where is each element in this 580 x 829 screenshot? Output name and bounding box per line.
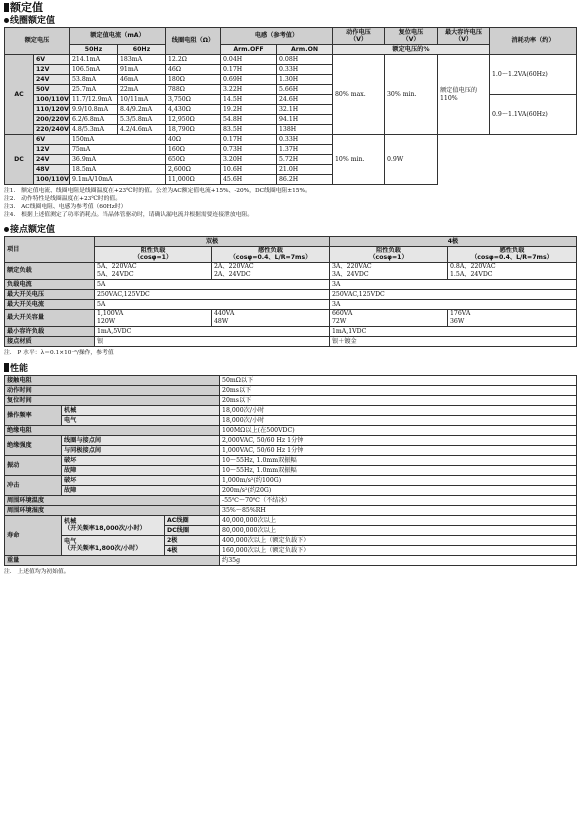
power-ac-high: 0.9～1.1VA(60Hz) — [490, 95, 577, 135]
contact-resistance-value: 50mΩ以下 — [220, 375, 577, 385]
rated-load-4p-resistive: 3A、220VAC 3A、24VDC — [330, 262, 448, 279]
power-ac-low: 1.0～1.2VA(60Hz) — [490, 55, 577, 95]
item-header: 项目 — [5, 237, 95, 263]
inductance-on: 1.37H — [277, 145, 333, 155]
shock-a-value: 1,000m/s²(约100G) — [220, 475, 577, 485]
max-voltage-text: 额定值电压的110% — [440, 87, 478, 102]
shock-b-label: 故障 — [62, 485, 220, 495]
ac-rows — [5, 55, 577, 135]
life-dc-value: 80,000,000次以上 — [220, 525, 577, 535]
max-switch-capacity-row — [5, 309, 577, 326]
note-2: 注2. 动作特性是线圈温度在+23℃时的值。 — [4, 196, 121, 202]
coil-resistance: 650Ω — [166, 155, 221, 165]
current-60hz: 183mA — [118, 55, 166, 65]
rated-load-2p-resistive: 5A、220VAC 5A、24VDC — [95, 262, 212, 279]
ac-coil-row — [5, 95, 577, 105]
current-50hz: 4.8/5.3mA — [70, 125, 118, 135]
inductance-on: 138H — [277, 125, 333, 135]
spec-page — [4, 0, 576, 576]
shock-a-label: 破坏 — [62, 475, 220, 485]
current-60hz: 22mA — [118, 85, 166, 95]
life-elec-2p-row — [5, 535, 577, 545]
inductance-on: 86.2H — [277, 175, 333, 185]
four-pole-header: 4极 — [330, 237, 577, 247]
contact-material-4p: 银＋镀金 — [330, 336, 577, 346]
life-mech-cond: （开关频率18,000次/小时） — [64, 525, 146, 533]
min-load-4p: 1mA,1VDC — [330, 326, 577, 336]
resistive-header-4p — [330, 247, 448, 263]
shock-row — [5, 475, 577, 485]
life-mech-ac-row — [5, 515, 577, 525]
coil-resistance: 12.2Ω — [166, 55, 221, 65]
release-voltage-label: 复位电压 — [398, 28, 424, 36]
inductance-off: 54.8H — [221, 115, 277, 125]
inductance-on: 0.33H — [277, 65, 333, 75]
ratings-title-text: 额定值 — [10, 1, 43, 14]
current-50hz: 9.9/10.8mA — [70, 105, 118, 115]
release-voltage-ac: 30% min. — [385, 55, 438, 135]
max-voltage-label: 最大容许电压 — [444, 28, 483, 36]
rated-load-4p-inductive: 0.8A、220VAC 1.5A、24VDC — [448, 262, 577, 279]
shock-b-row — [5, 485, 577, 495]
inductance-off: 3.20H — [221, 155, 277, 165]
contact-ratings-subtitle — [4, 224, 576, 236]
percent-note-header: 额定电压的% — [333, 45, 490, 55]
life-elec-cond: （开关频率1,800次/小时） — [64, 545, 142, 553]
dc-coil-row — [5, 145, 577, 155]
life-label: 寿命 — [5, 515, 62, 555]
max-freq-mech-label: 机械 — [62, 405, 220, 415]
power-header: 消耗功率（约） — [490, 28, 577, 55]
arm-on-header: Arm.ON — [277, 45, 333, 55]
inductance-off: 0.73H — [221, 145, 277, 155]
coil-resistance: 46Ω — [166, 65, 221, 75]
contact-note: 注. P 水平：λ＝0.1×10⁻⁶/操作，参考值 — [4, 349, 114, 356]
coil-resistance: 40Ω — [166, 135, 221, 145]
inductance-off: 0.17H — [221, 65, 277, 75]
coil-resistance: 3,750Ω — [166, 95, 221, 105]
weight-value: 约35g — [220, 555, 577, 565]
current-50hz: 6.2/6.8mA — [70, 115, 118, 125]
section-title-ratings — [4, 1, 576, 14]
min-load-row — [5, 326, 577, 336]
note-1: 注1. 额定值电流、线圈电阻是线圈温度在+23℃时的值。公差为AC额定值电流+15%、-20%，DC线圈电阻±15%。 — [4, 188, 311, 194]
shock-label: 冲击 — [5, 475, 62, 495]
current-50hz: 25.7mA — [70, 85, 118, 95]
shock-b-value: 200m/s²(约20G) — [220, 485, 577, 495]
life-ac-label: AC线圈 — [165, 515, 220, 525]
current-50hz: 53.8mA — [70, 75, 118, 85]
current-50hz: 214.1mA — [70, 55, 118, 65]
dc-rows — [5, 135, 577, 185]
insulation-label: 绝缘电阻 — [5, 425, 220, 435]
max-freq-mech-value: 18,000次/小时 — [220, 405, 577, 415]
temp-row — [5, 495, 577, 505]
life-dc-label: DC线圈 — [165, 525, 220, 535]
release-voltage-header — [385, 28, 438, 45]
inductance-off: 83.5H — [221, 125, 277, 135]
dc-current: 18.5mA — [70, 165, 166, 175]
contact-resistance-label: 接触电阻 — [5, 375, 220, 385]
coil-resistance: 12,950Ω — [166, 115, 221, 125]
inductive-header-2p — [212, 247, 330, 263]
contact-ratings-subtitle-text: 接点额定值 — [10, 225, 56, 235]
max-capacity-4p-inductive: 176VA 36W — [448, 309, 577, 326]
performance-table — [4, 375, 577, 566]
coil-notes — [4, 187, 576, 219]
life-elec-cell — [62, 535, 165, 555]
current-60hz: 10/11mA — [118, 95, 166, 105]
max-voltage-header — [438, 28, 490, 45]
max-capacity-4p-resistive: 660VA 72W — [330, 309, 448, 326]
inductance-on: 5.66H — [277, 85, 333, 95]
arm-off-header: Arm.OFF — [221, 45, 277, 55]
max-voltage-value — [438, 55, 490, 135]
ac-coil-row — [5, 55, 577, 65]
min-load-label: 最小容许负载 — [5, 326, 95, 336]
life-mech-label: 机械 — [64, 517, 77, 525]
inductive-label: 感性负载 — [499, 247, 525, 254]
coil-voltage: 12V — [34, 65, 70, 75]
inductive-cond: （cosφ=0.4、L/R=7ms） — [471, 254, 553, 262]
dc-coil-row — [5, 135, 577, 145]
coil-resistance: 4,430Ω — [166, 105, 221, 115]
max-switch-voltage-label: 最大开关电压 — [5, 289, 95, 299]
max-switch-current-2p: 5A — [95, 299, 330, 309]
coil-ratings-table — [4, 27, 577, 185]
inductance-on: 32.1H — [277, 105, 333, 115]
rated-current-header: 额定值电流（mA） — [70, 28, 166, 45]
weight-row — [5, 555, 577, 565]
hz50-header: 50Hz — [70, 45, 118, 55]
current-60hz: 8.4/9.2mA — [118, 105, 166, 115]
inductance-off: 14.5H — [221, 95, 277, 105]
max-switch-voltage-row — [5, 289, 577, 299]
coil-voltage: 200/220V — [34, 115, 70, 125]
coil-voltage: 110/120V — [34, 105, 70, 115]
rated-load-2p-inductive: 2A、220VAC 2A、24VDC — [212, 262, 330, 279]
contact-material-label: 接点材质 — [5, 336, 95, 346]
rated-load-row — [5, 262, 577, 279]
section-marker-icon — [4, 3, 9, 12]
max-freq-elec-value: 18,000次/小时 — [220, 415, 577, 425]
rated-voltage-header: 额定电压 — [5, 28, 70, 55]
max-switch-voltage-2p: 250VAC,125VDC — [95, 289, 330, 299]
inductance-off: 0.69H — [221, 75, 277, 85]
max-freq-elec-row — [5, 415, 577, 425]
coil-voltage: 100/110V — [34, 95, 70, 105]
inductive-label: 感性负载 — [258, 247, 283, 254]
dielectric-b-value: 1,000VAC, 50/60 Hz 1分钟 — [220, 445, 577, 455]
operate-voltage-header — [333, 28, 385, 45]
operate-time-value: 20ms以下 — [220, 385, 577, 395]
max-capacity-2p-resistive: 1,100VA 120W — [95, 309, 212, 326]
coil-ratings-subtitle — [4, 15, 576, 27]
hz60-header: 60Hz — [118, 45, 166, 55]
dc-current: 9.1mA/10mA — [70, 175, 166, 185]
vibration-b-value: 10～55Hz, 1.0mm双振幅 — [220, 465, 577, 475]
coil-resistance: 160Ω — [166, 145, 221, 155]
max-freq-label: 操作频率 — [5, 405, 62, 425]
resistive-cond: （cosφ=1） — [369, 254, 408, 262]
coil-resistance: 11,000Ω — [166, 175, 221, 185]
inductive-cond: （cosφ=0.4、L/R=7ms） — [229, 254, 312, 262]
vibration-row — [5, 455, 577, 465]
inductance-off: 45.6H — [221, 175, 277, 185]
release-voltage-dc: 10% min. — [333, 135, 385, 185]
dc-coil-row — [5, 175, 577, 185]
double-pole-header: 双极 — [95, 237, 330, 247]
dc-current: 75mA — [70, 145, 166, 155]
temp-value: -55℃～70℃（不结冰） — [220, 495, 577, 505]
coil-voltage: 6V — [34, 135, 70, 145]
ac-group-label: AC — [5, 55, 34, 135]
inductance-on: 24.6H — [277, 95, 333, 105]
coil-resistance: 18,790Ω — [166, 125, 221, 135]
current-50hz: 106.5mA — [70, 65, 118, 75]
dielectric-label: 绝缘强度 — [5, 435, 62, 455]
dc-current: 150mA — [70, 135, 166, 145]
operate-voltage-value: 80% max. — [333, 55, 385, 135]
coil-resistance: 2,600Ω — [166, 165, 221, 175]
max-voltage-unit: （V） — [454, 36, 473, 43]
note-3: 注3. AC线圈电阻、电感为参考值（60Hz时） — [4, 204, 127, 210]
coil-voltage: 6V — [34, 55, 70, 65]
dc-coil-row — [5, 165, 577, 175]
temp-label: 周围环境温度 — [5, 495, 220, 505]
inductive-header-4p — [448, 247, 577, 263]
max-capacity-2p-inductive: 440VA 48W — [212, 309, 330, 326]
humidity-value: 35%～85%RH — [220, 505, 577, 515]
dielectric-b-label: 与同极接点间 — [62, 445, 220, 455]
life-4p-value: 160,000次以上（额定负载下） — [220, 545, 577, 555]
contact-material-row — [5, 336, 577, 346]
max-switch-capacity-label: 最大开关容量 — [5, 309, 95, 326]
current-60hz: 4.2/4.6mA — [118, 125, 166, 135]
current-50hz: 11.7/12.9mA — [70, 95, 118, 105]
insulation-value: 100MΩ以上(在500VDC) — [220, 425, 577, 435]
max-switch-current-label: 最大开关电流 — [5, 299, 95, 309]
coil-voltage: 220/240V — [34, 125, 70, 135]
inductance-on: 0.33H — [277, 135, 333, 145]
life-elec-label: 电气 — [64, 537, 77, 545]
operate-voltage-label: 动作电压 — [346, 28, 371, 36]
inductance-on: 21.0H — [277, 165, 333, 175]
bullet-icon — [4, 18, 9, 23]
rated-current-4p: 3A — [330, 279, 577, 289]
inductance-on: 1.30H — [277, 75, 333, 85]
coil-voltage: 24V — [34, 75, 70, 85]
humidity-row — [5, 505, 577, 515]
coil-voltage: 100/110V — [34, 175, 70, 185]
inductance-off: 19.2H — [221, 105, 277, 115]
operate-time-row — [5, 385, 577, 395]
release-time-value: 20ms以下 — [220, 395, 577, 405]
inductance-off: 10.6H — [221, 165, 277, 175]
inductance-off: 0.17H — [221, 135, 277, 145]
inductance-on: 94.1H — [277, 115, 333, 125]
coil-ratings-subtitle-text: 线圈额定值 — [10, 16, 56, 26]
release-time-row — [5, 395, 577, 405]
contact-resistance-row — [5, 375, 577, 385]
inductance-off: 0.04H — [221, 55, 277, 65]
resistive-header-2p — [95, 247, 212, 263]
life-4p-label: 4极 — [165, 545, 220, 555]
performance-note: 注. 上述值均为初始值。 — [4, 568, 70, 575]
inductance-on: 5.72H — [277, 155, 333, 165]
dielectric-row — [5, 435, 577, 445]
humidity-label: 周围环境湿度 — [5, 505, 220, 515]
coil-resistance-header: 线圈电阻（Ω） — [166, 28, 221, 55]
performance-subtitle-text: 性能 — [10, 363, 29, 374]
rated-load-label: 额定负载 — [5, 262, 95, 279]
coil-voltage: 48V — [34, 165, 70, 175]
section-marker-icon — [4, 363, 9, 372]
max-freq-elec-label: 电气 — [62, 415, 220, 425]
coil-voltage: 50V — [34, 85, 70, 95]
current-60hz: 5.3/5.8mA — [118, 115, 166, 125]
max-switch-current-row — [5, 299, 577, 309]
life-2p-label: 2极 — [165, 535, 220, 545]
max-switch-current-4p: 3A — [330, 299, 577, 309]
inductance-header: 电感（参考值） — [221, 28, 333, 45]
dc-current: 36.9mA — [70, 155, 166, 165]
coil-resistance: 788Ω — [166, 85, 221, 95]
release-time-label: 复位时间 — [5, 395, 220, 405]
inductance-on: 0.08H — [277, 55, 333, 65]
contact-material-2p: 银 — [95, 336, 330, 346]
rated-current-row — [5, 279, 577, 289]
vibration-label: 振动 — [5, 455, 62, 475]
rated-current-2p: 5A — [95, 279, 330, 289]
dielectric-b-row — [5, 445, 577, 455]
insulation-row — [5, 425, 577, 435]
max-switch-voltage-4p: 250VAC,125VDC — [330, 289, 577, 299]
dc-group-label: DC — [5, 135, 34, 185]
life-mech-cell — [62, 515, 165, 535]
min-load-2p: 1mA,5VDC — [95, 326, 330, 336]
dielectric-a-label: 线圈与接点间 — [62, 435, 220, 445]
resistive-cond: （cosφ=1） — [133, 254, 173, 262]
current-60hz: 46mA — [118, 75, 166, 85]
release-voltage-unit: （V） — [402, 36, 420, 43]
vibration-b-row — [5, 465, 577, 475]
contact-ratings-table — [4, 236, 577, 347]
operate-time-label: 动作时间 — [5, 385, 220, 395]
bullet-icon — [4, 227, 9, 232]
note-4: 注4. 根据上述值测定了功率消耗点。当晶体管驱动时，请确认漏电流并根据需要连接泄放电阻。 — [4, 212, 254, 218]
resistive-label: 阻性负载 — [140, 247, 166, 254]
inductance-off: 3.22H — [221, 85, 277, 95]
current-60hz: 91mA — [118, 65, 166, 75]
life-ac-value: 40,000,000次以上 — [220, 515, 577, 525]
dc-coil-row — [5, 155, 577, 165]
life-2p-value: 400,000次以上（额定负载下） — [220, 535, 577, 545]
performance-subtitle — [4, 363, 576, 375]
power-dc: 0.9W — [385, 135, 438, 185]
resistive-label: 阻性负载 — [376, 247, 401, 254]
vibration-b-label: 故障 — [62, 465, 220, 475]
coil-voltage: 24V — [34, 155, 70, 165]
vibration-a-value: 10～55Hz, 1.0mm双振幅 — [220, 455, 577, 465]
coil-voltage: 12V — [34, 145, 70, 155]
max-freq-row — [5, 405, 577, 415]
rated-current-label: 负载电流 — [5, 279, 95, 289]
weight-label: 重量 — [5, 555, 220, 565]
dielectric-a-value: 2,000VAC, 50/60 Hz 1分钟 — [220, 435, 577, 445]
vibration-a-label: 破坏 — [62, 455, 220, 465]
operate-voltage-unit: （V） — [349, 36, 368, 43]
coil-resistance: 180Ω — [166, 75, 221, 85]
